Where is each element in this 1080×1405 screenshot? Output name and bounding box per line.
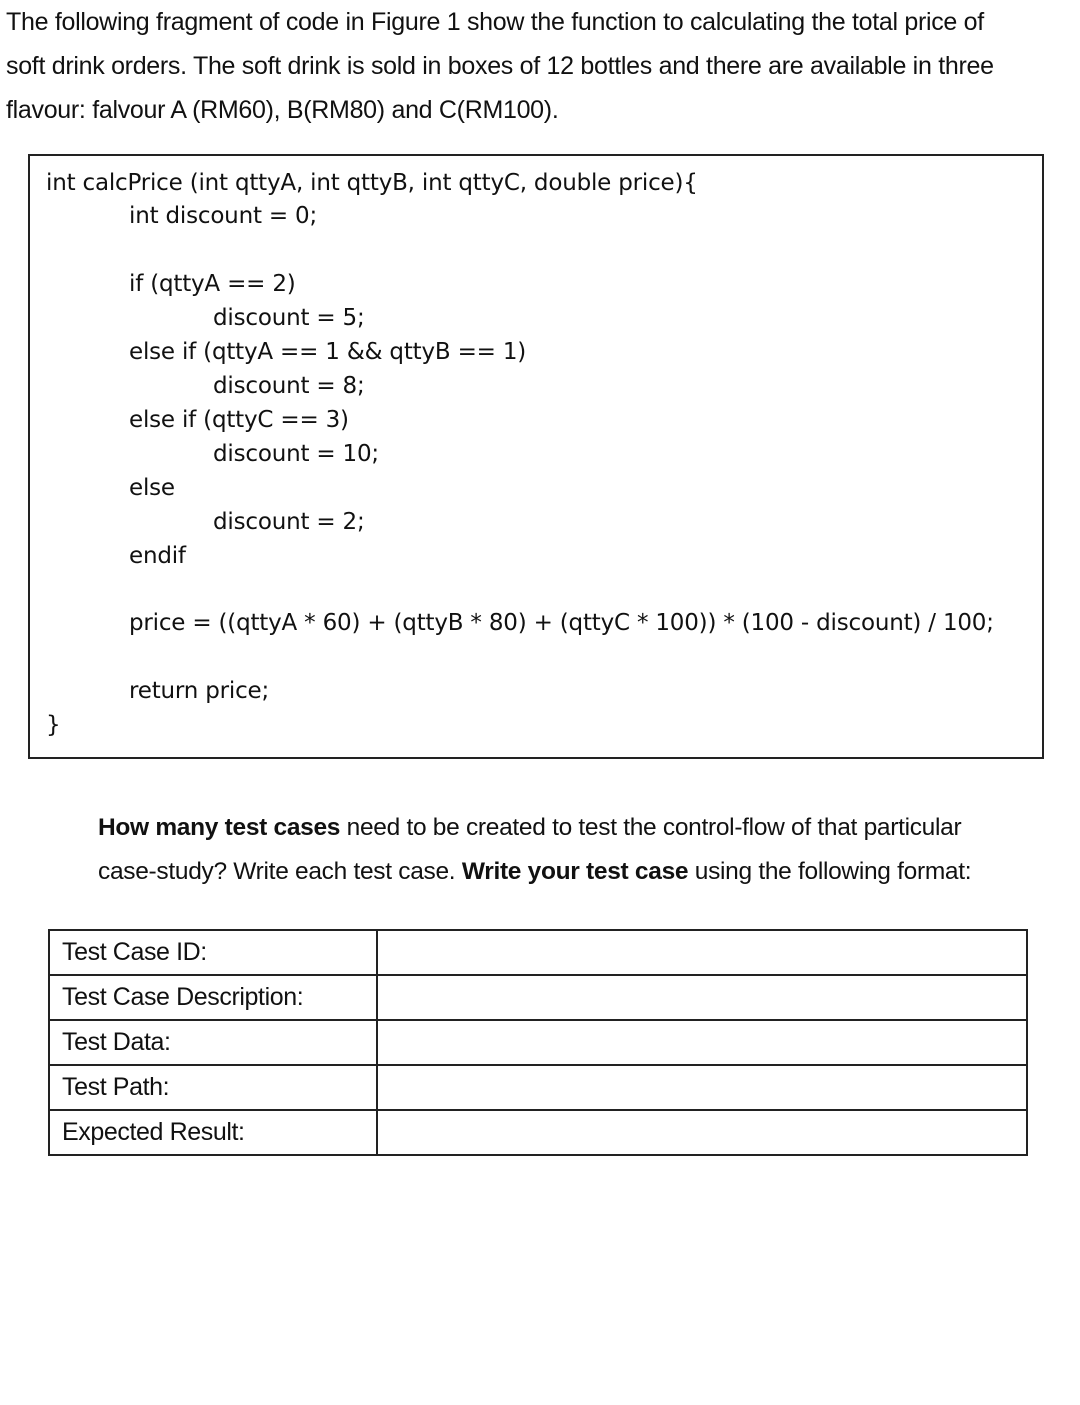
code-line: price = ((qttyA * 60) + (qttyB * 80) + (qttyC * 100)) * (100 - discount) / 100; <box>129 610 994 636</box>
question-text: using the following format: <box>688 858 972 885</box>
question-line <box>98 850 1038 894</box>
question-paragraph <box>98 806 1038 894</box>
table-row <box>49 1110 1027 1155</box>
intro-paragraph <box>6 0 1066 132</box>
question-emphasis: How many test cases <box>98 814 341 841</box>
row-label: Test Case Description: <box>49 975 377 1020</box>
code-line: return price; <box>129 678 270 704</box>
code-line: else if (qttyC == 3) <box>129 407 349 433</box>
code-block <box>28 154 1044 759</box>
question-emphasis: Write your test case <box>461 858 689 885</box>
code-line: if (qttyA == 2) <box>129 271 296 297</box>
question-text: need to be created to test the control-flow of that particular <box>340 814 962 841</box>
row-value-cell[interactable] <box>377 975 1027 1020</box>
row-label: Test Data: <box>49 1020 377 1065</box>
row-value-cell[interactable] <box>377 1020 1027 1065</box>
code-line: discount = 8; <box>213 373 365 399</box>
question-text: case-study? Write each test case. <box>98 858 462 885</box>
table-row <box>49 1065 1027 1110</box>
code-line: int discount = 0; <box>129 203 318 229</box>
row-value-cell[interactable] <box>377 1110 1027 1155</box>
table-row <box>49 930 1027 975</box>
row-label: Expected Result: <box>49 1110 377 1155</box>
intro-line: soft drink orders. The soft drink is sold in boxes of 12 bottles and there are available in three <box>6 52 994 80</box>
intro-line: flavour: falvour A (RM60), B(RM80) and C(RM100). <box>6 96 559 124</box>
code-line: else if (qttyA == 1 && qttyB == 1) <box>129 339 527 365</box>
code-line: discount = 5; <box>213 305 365 331</box>
row-value-cell[interactable] <box>377 1065 1027 1110</box>
intro-line: The following fragment of code in Figure 1 show the function to calculating the total price of <box>6 8 984 36</box>
question-line <box>98 806 1038 850</box>
table-row <box>49 975 1027 1020</box>
test-case-table <box>48 929 1028 1156</box>
table-row <box>49 1020 1027 1065</box>
code-line: discount = 2; <box>213 509 365 535</box>
row-label: Test Path: <box>49 1065 377 1110</box>
code-line: endif <box>129 543 186 569</box>
row-value-cell[interactable] <box>377 930 1027 975</box>
code-line: int calcPrice (int qttyA, int qttyB, int qttyC, double price){ <box>46 170 698 196</box>
code-line: else <box>129 475 175 501</box>
code-line: discount = 10; <box>213 441 379 467</box>
row-label: Test Case ID: <box>49 930 377 975</box>
code-line: } <box>46 712 61 738</box>
